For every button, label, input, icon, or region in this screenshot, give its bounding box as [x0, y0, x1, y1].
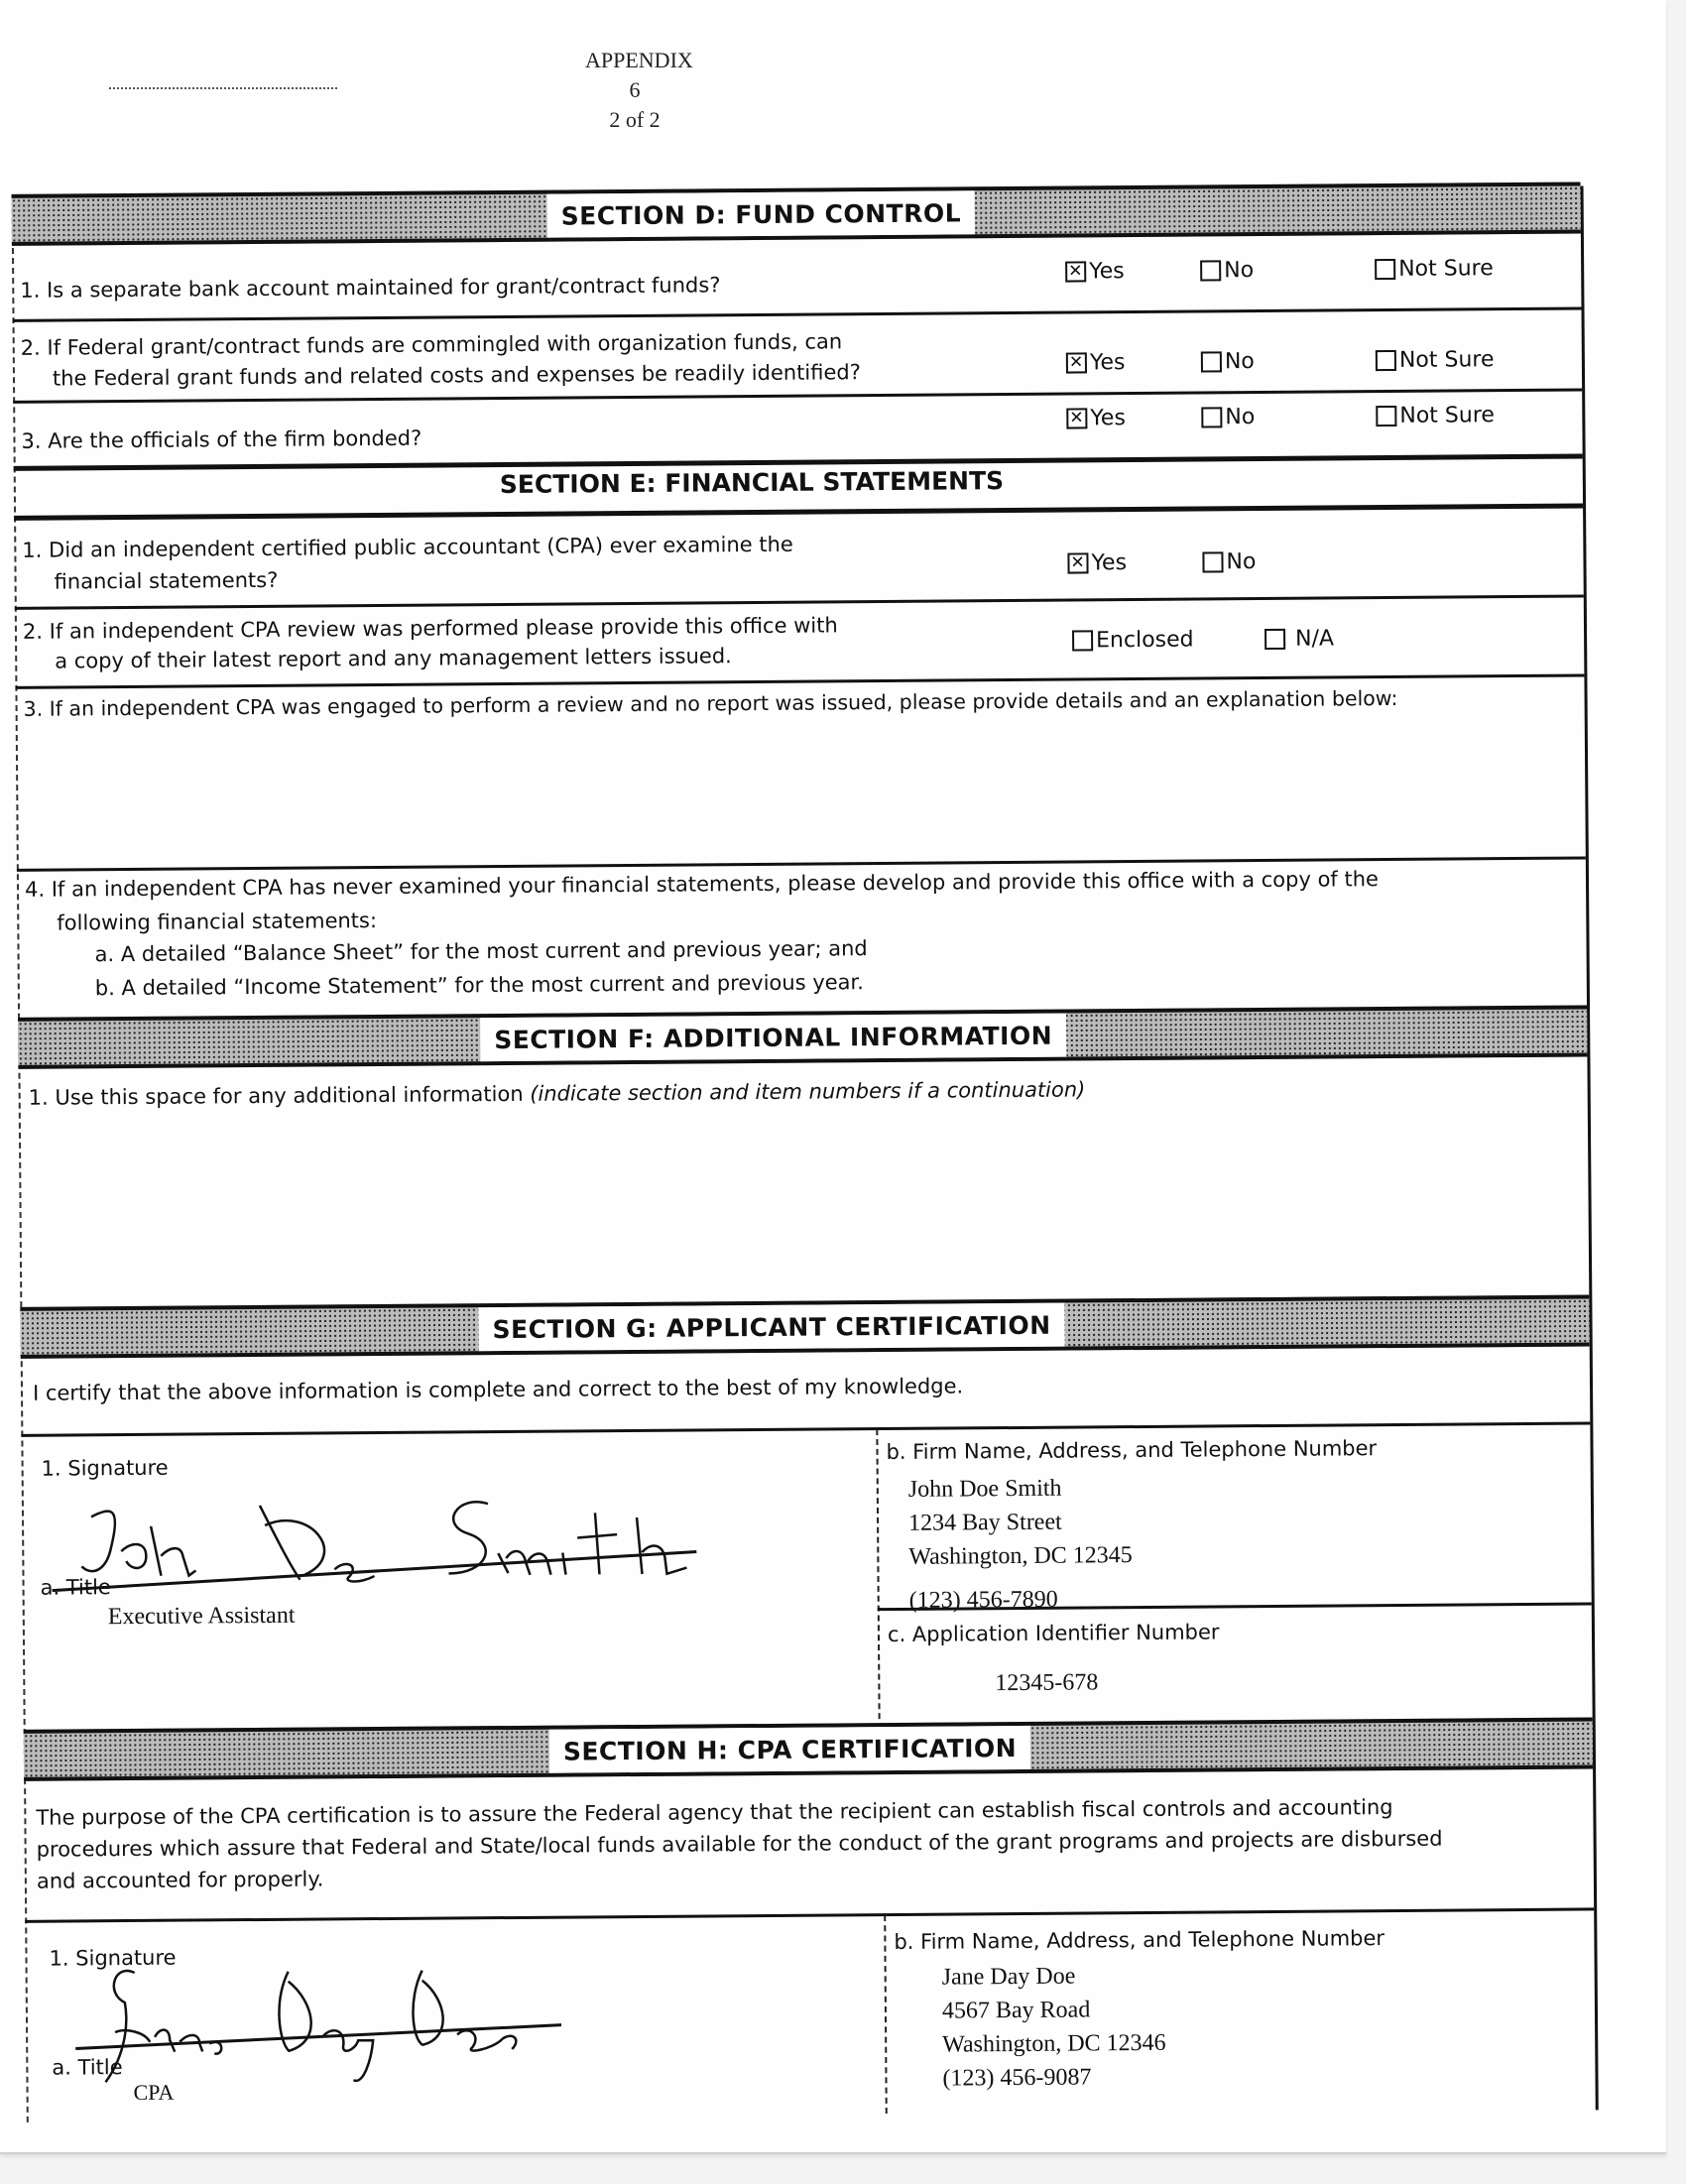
question-text: 2. If an independent CPA review was performed please provide this office with: [22, 613, 838, 644]
firm-label: b. Firm Name, Address, and Telephone Number: [886, 1436, 1378, 1465]
purpose-line: procedures which assure that Federal and State/local funds available for the conduct of the grant programs and projects are disbursed: [36, 1826, 1443, 1862]
option-yes[interactable]: ✕ Yes: [1066, 350, 1126, 375]
option-yes[interactable]: ✕ Yes: [1066, 406, 1126, 430]
question-text: 1. Did an independent certified public accountant (CPA) ever examine the: [22, 532, 793, 562]
title-label: a. Title: [40, 1575, 111, 1600]
firm-name[interactable]: John Doe Smith: [907, 1475, 1062, 1503]
checkbox-not-sure[interactable]: [1375, 259, 1395, 280]
question-text-cont: a copy of their latest report and any management letters issued.: [55, 644, 732, 673]
firm-street[interactable]: 1234 Bay Street: [907, 1509, 1062, 1536]
firm-street[interactable]: 4567 Bay Road: [941, 1997, 1091, 2024]
signature-label: 1. Signature: [41, 1455, 169, 1481]
appendix-label: APPENDIX 6: [585, 48, 693, 102]
checkbox-yes[interactable]: [1066, 408, 1087, 428]
checkbox-no[interactable]: [1200, 260, 1221, 281]
checkbox-yes[interactable]: [1066, 352, 1087, 373]
checkbox-yes[interactable]: [1067, 552, 1088, 573]
purpose-line: The purpose of the CPA certification is to assure the Federal agency that the recipient can establish fiscal controls and accounting: [36, 1795, 1393, 1830]
option-no[interactable]: No: [1202, 549, 1256, 574]
checkbox-no[interactable]: [1202, 551, 1223, 572]
section-e-title: SECTION E: FINANCIAL STATEMENTS: [499, 466, 1005, 500]
option-yes[interactable]: ✕ Yes: [1065, 259, 1125, 284]
question-text-cont: the Federal grant funds and related costs and expenses be readily identified?: [52, 360, 861, 391]
question-text: 2. If Federal grant/contract funds are commingled with organization funds, can: [20, 329, 843, 360]
signature-stroke: [52, 1482, 707, 1596]
firm-city[interactable]: Washington, DC 12345: [908, 1542, 1133, 1570]
question-text: 1. Is a separate bank account maintained for grant/contract funds?: [20, 273, 721, 303]
section-g-title: SECTION G: APPLICANT CERTIFICATION: [478, 1303, 1064, 1352]
question-text: 4. If an independent CPA has never examined your financial statements, please develop and provide this office with a copy of the: [24, 867, 1379, 902]
question-text: 3. Are the officials of the firm bonded?: [21, 425, 422, 453]
option-na[interactable]: N/A: [1264, 626, 1334, 652]
list-item-income-statement: b. A detailed “Income Statement” for the most current and previous year.: [94, 970, 864, 1001]
option-not-sure[interactable]: Not Sure: [1375, 256, 1494, 282]
question-text: 1. Use this space for any additional information (indicate section and item numbers if a continuation): [28, 1077, 1086, 1110]
section-h-title: SECTION H: CPA CERTIFICATION: [549, 1726, 1031, 1773]
list-item-balance-sheet: a. A detailed “Balance Sheet” for the most current and previous year; and: [94, 936, 868, 967]
firm-name[interactable]: Jane Day Doe: [941, 1963, 1076, 1991]
option-not-sure[interactable]: Not Sure: [1376, 347, 1495, 373]
checkbox-yes[interactable]: [1065, 261, 1086, 282]
title-value[interactable]: Executive Assistant: [107, 1602, 296, 1631]
checkbox-no[interactable]: [1201, 407, 1222, 427]
option-not-sure[interactable]: Not Sure: [1376, 403, 1495, 428]
question-text-cont: following financial statements:: [57, 909, 378, 935]
checkbox-na[interactable]: [1264, 629, 1285, 650]
app-id-label: c. Application Identifier Number: [887, 1620, 1220, 1647]
purpose-line: and accounted for properly.: [36, 1867, 324, 1893]
title-label: a. Title: [52, 2055, 123, 2080]
checkbox-no[interactable]: [1201, 351, 1222, 372]
checkbox-not-sure[interactable]: [1376, 350, 1396, 371]
checkbox-not-sure[interactable]: [1376, 406, 1396, 426]
section-f-title: SECTION F: ADDITIONAL INFORMATION: [480, 1014, 1066, 1062]
firm-phone[interactable]: (123) 456-9087: [942, 2064, 1092, 2092]
option-enclosed[interactable]: Enclosed: [1072, 628, 1194, 654]
section-d-title: SECTION D: FUND CONTROL: [547, 190, 976, 237]
applicant-signature[interactable]: [52, 1482, 707, 1600]
option-no[interactable]: No: [1200, 258, 1254, 283]
title-value[interactable]: CPA: [133, 2079, 175, 2106]
page-indicator: 2 of 2: [609, 107, 661, 132]
firm-city[interactable]: Washington, DC 12346: [942, 2029, 1166, 2058]
option-no[interactable]: No: [1201, 349, 1255, 374]
option-no[interactable]: No: [1201, 405, 1255, 429]
signature-stroke: [75, 1960, 572, 2093]
firm-phone[interactable]: (123) 456-7890: [908, 1586, 1058, 1614]
app-id-value[interactable]: 12345-678: [995, 1669, 1099, 1697]
checkbox-enclosed[interactable]: [1072, 630, 1093, 651]
explanation-answer-area[interactable]: [26, 722, 1574, 853]
question-text-cont: financial statements?: [54, 567, 279, 594]
additional-info-answer-area[interactable]: [29, 1109, 1577, 1289]
option-yes[interactable]: ✕ Yes: [1067, 550, 1127, 575]
certification-statement: I certify that the above information is complete and correct to the best of my knowledge.: [32, 1374, 964, 1405]
question-text: 3. If an independent CPA was engaged to perform a review and no report was issued, please provide details and an explanation below:: [23, 685, 1398, 721]
signature-label: 1. Signature: [49, 1945, 177, 1971]
question-hint: (indicate section and item numbers if a continuation): [530, 1077, 1086, 1106]
firm-label: b. Firm Name, Address, and Telephone Number: [894, 1926, 1385, 1954]
